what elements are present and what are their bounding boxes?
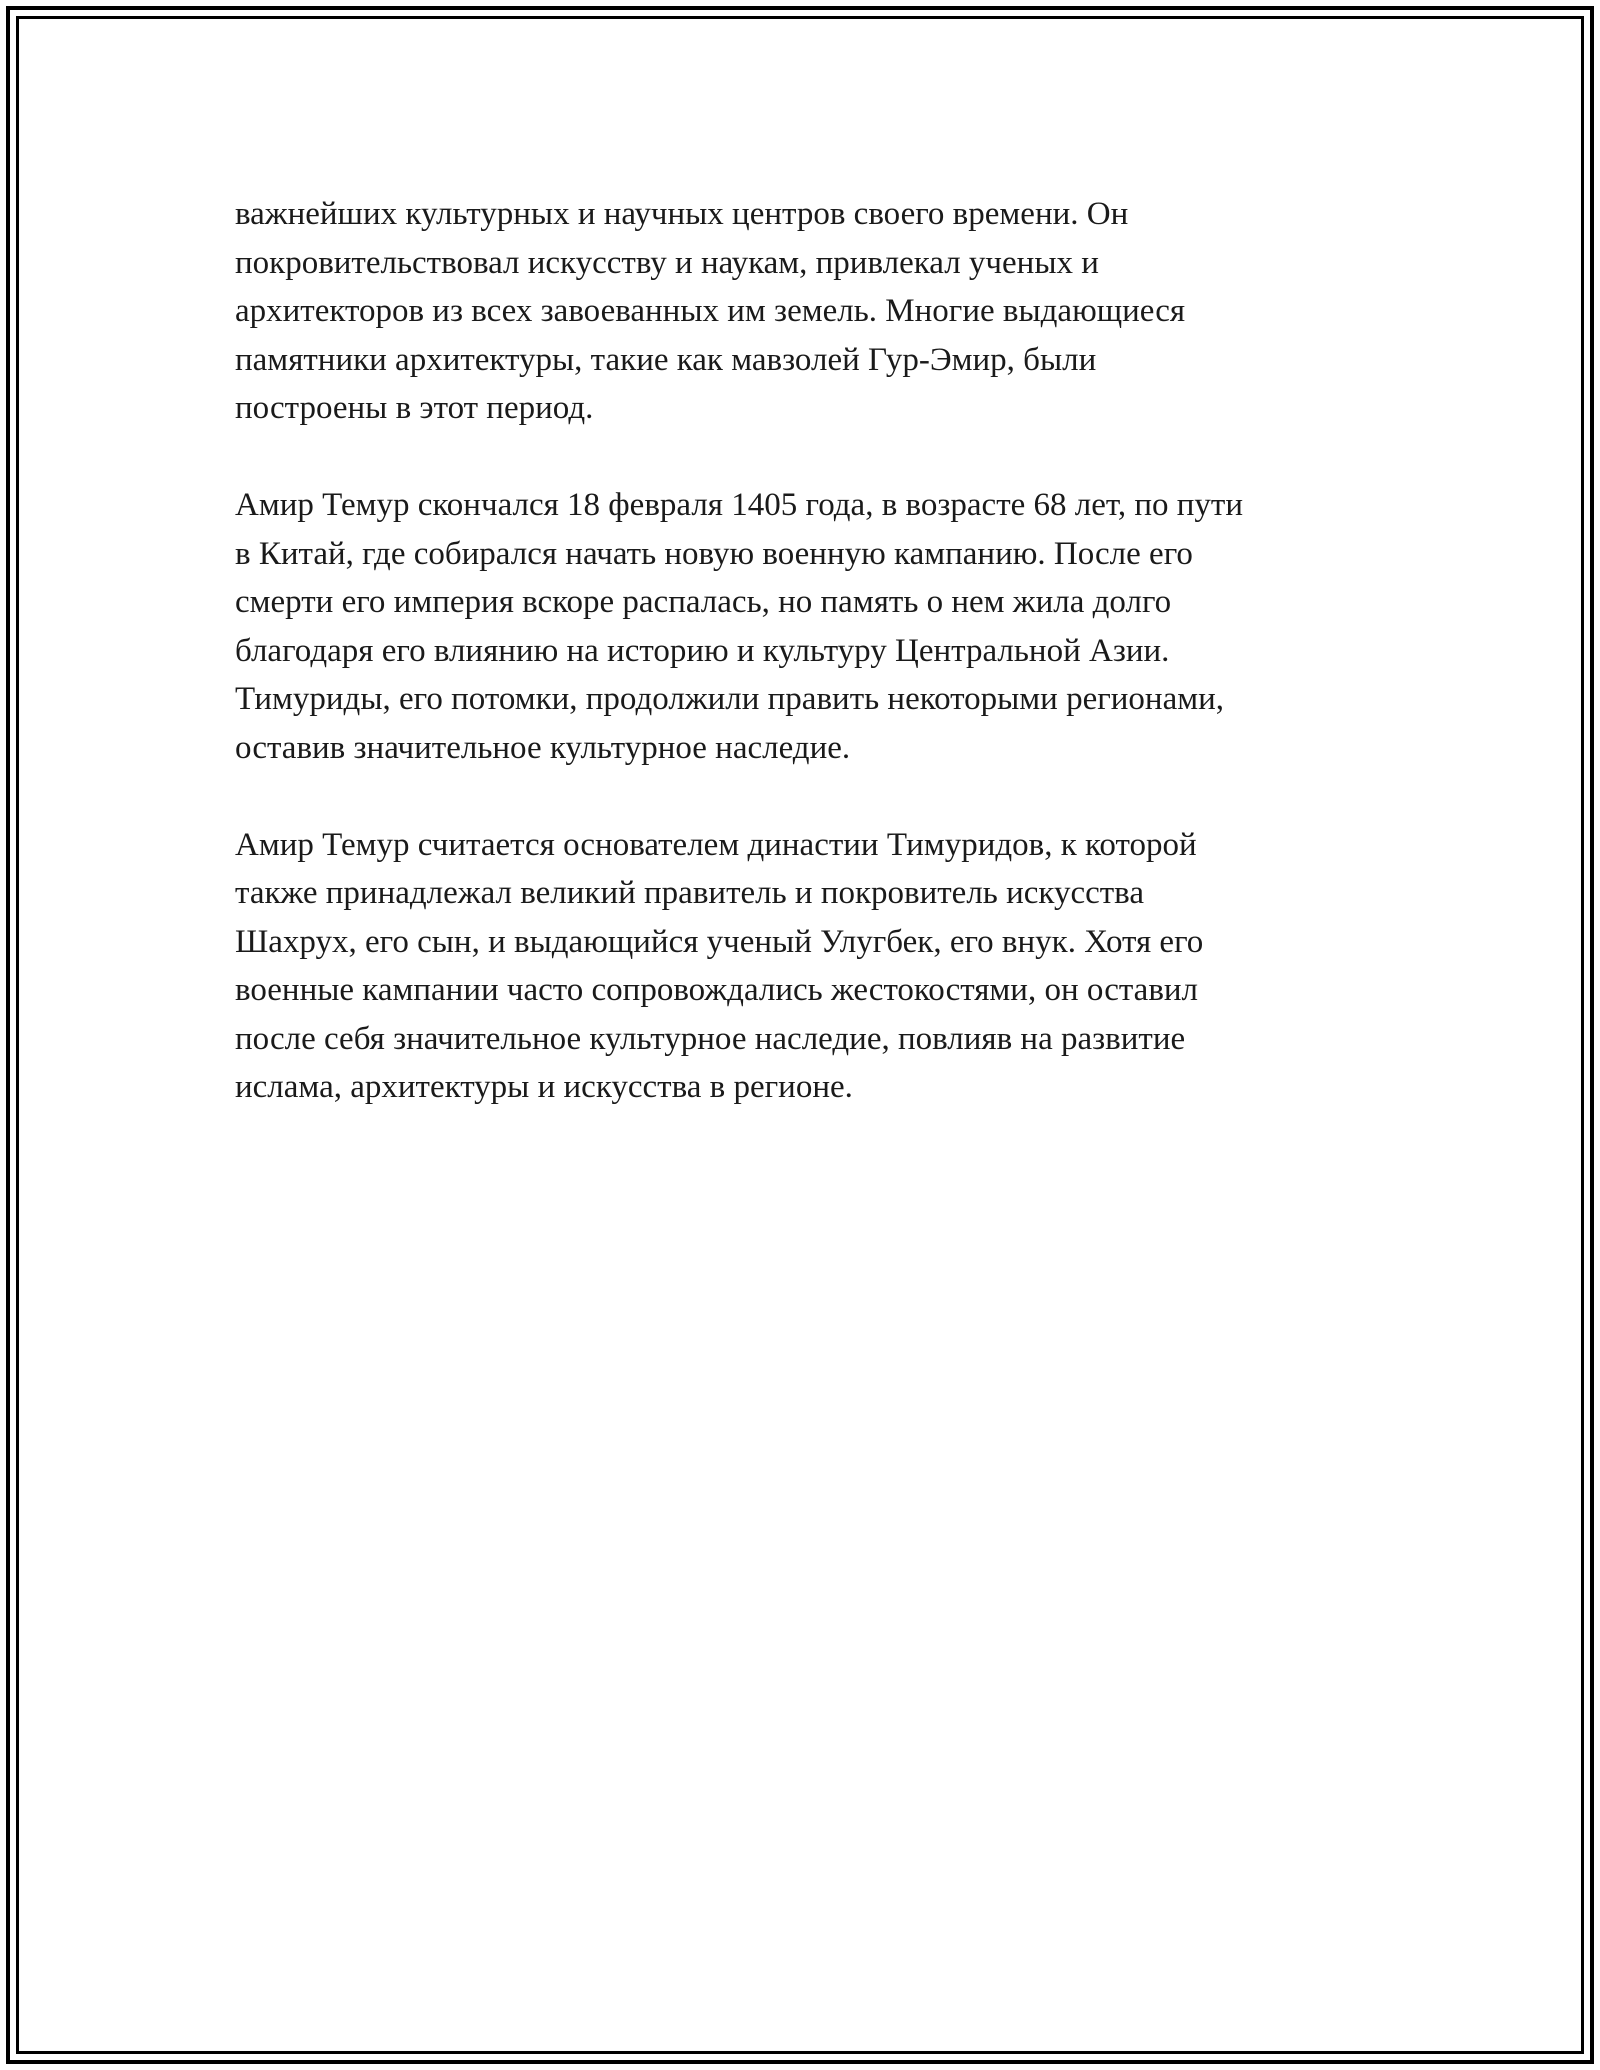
text-line: благодаря его влиянию на историю и культуру Центральной Азии. — [235, 632, 1170, 669]
text-line: после себя значительное культурное наследие, повлияв на развитие — [235, 1020, 1186, 1057]
text-line: Шахрух, его сын, и выдающийся ученый Улугбек, его внук. Хотя его — [235, 923, 1204, 960]
paragraph-1 — [235, 190, 1415, 433]
text-line: смерти его империя вскоре распалась, но память о нем жила долго — [235, 584, 1172, 620]
document-body — [235, 190, 1415, 1160]
text-line: важнейших культурных и научных центров своего времени. Он — [235, 196, 1129, 232]
text-line: Тимуриды, его потомки, продолжили править некоторыми регионами, — [235, 681, 1225, 717]
text-line: построены в этот период. — [235, 390, 594, 426]
text-line: также принадлежал великий правитель и покровитель искусства — [235, 875, 1144, 911]
text-line: в Китай, где собирался начать новую военную кампанию. После его — [235, 535, 1193, 572]
paragraph-2 — [235, 481, 1415, 772]
text-line: ислама, архитектуры и искусства в регионе. — [235, 1069, 853, 1105]
paragraph-3 — [235, 821, 1415, 1112]
text-line: Амир Темур скончался 18 февраля 1405 года, в возрасте 68 лет, по пути — [235, 487, 1243, 523]
text-line: военные кампании часто сопровождались жестокостями, он оставил — [235, 972, 1199, 1008]
text-line: памятники архитектуры, такие как мавзолей Гур-Эмир, были — [235, 341, 1097, 378]
text-line: оставив значительное культурное наследие. — [235, 729, 851, 766]
text-line: архитекторов из всех завоеванных им земель. Многие выдающиеся — [235, 293, 1186, 329]
text-line: Амир Темур считается основателем династии Тимуридов, к которой — [235, 826, 1197, 863]
text-line: покровительствовал искусству и наукам, привлекал ученых и — [235, 244, 1099, 281]
